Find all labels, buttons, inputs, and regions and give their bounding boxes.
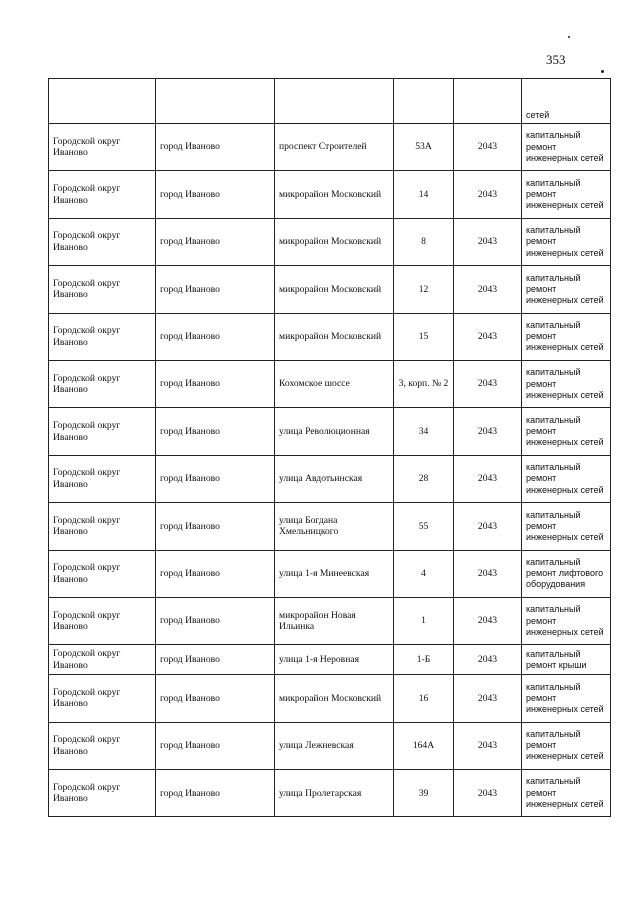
- page-number: 353: [546, 52, 566, 67]
- cell-work-type: капитальный ремонт лифтового оборудования: [522, 550, 611, 597]
- cell-year: 2043: [454, 313, 522, 360]
- table-row: [49, 722, 611, 769]
- cell-district: Городской округ Иваново: [49, 675, 156, 722]
- cell-street: Кохомское шоссе: [275, 360, 394, 407]
- cell-district: Городской округ Иваново: [49, 313, 156, 360]
- cell-street: улица Авдотьинская: [275, 455, 394, 502]
- cell-settlement: город Иваново: [156, 770, 275, 817]
- cell-year: 2043: [454, 550, 522, 597]
- cell-settlement: город Иваново: [156, 550, 275, 597]
- cell-settlement: город Иваново: [156, 266, 275, 313]
- table-row: [49, 770, 611, 817]
- table-row: [49, 455, 611, 502]
- cell-work-type: капитальный ремонт инженерных сетей: [522, 124, 611, 171]
- cell-work-type: капитальный ремонт инженерных сетей: [522, 171, 611, 218]
- cell-work-type: капитальный ремонт инженерных сетей: [522, 313, 611, 360]
- table-row: [49, 171, 611, 218]
- cell-year: 2043: [454, 722, 522, 769]
- cell-year: 2043: [454, 266, 522, 313]
- cell-work-type: капитальный ремонт крыши: [522, 645, 611, 675]
- cell-house: 55: [394, 503, 454, 550]
- cell-district: Городской округ Иваново: [49, 266, 156, 313]
- cell-year: 2043: [454, 770, 522, 817]
- cell-settlement: город Иваново: [156, 722, 275, 769]
- cell-street: улица 1-я Неровная: [275, 645, 394, 675]
- cell-district: Городской округ Иваново: [49, 408, 156, 455]
- cell-district: Городской округ Иваново: [49, 455, 156, 502]
- cell-house: 34: [394, 408, 454, 455]
- cell-year: 2043: [454, 455, 522, 502]
- cell-district: Городской округ Иваново: [49, 171, 156, 218]
- cell-house: 53А: [394, 124, 454, 171]
- cell-street: улица Богдана Хмельницкого: [275, 503, 394, 550]
- cell-year: 2043: [454, 675, 522, 722]
- cell-district: [49, 79, 156, 124]
- cell-work-type: капитальный ремонт инженерных сетей: [522, 675, 611, 722]
- cell-work-type: капитальный ремонт инженерных сетей: [522, 455, 611, 502]
- table-row: [49, 360, 611, 407]
- cell-house: 16: [394, 675, 454, 722]
- table-row: [49, 550, 611, 597]
- cell-house: 28: [394, 455, 454, 502]
- table-row: [49, 675, 611, 722]
- cell-settlement: город Иваново: [156, 408, 275, 455]
- cell-street: микрорайон Московский: [275, 266, 394, 313]
- cell-district: Городской округ Иваново: [49, 597, 156, 644]
- cell-house: 1-Б: [394, 645, 454, 675]
- cell-house: 164А: [394, 722, 454, 769]
- cell-settlement: город Иваново: [156, 313, 275, 360]
- cell-street: микрорайон Московский: [275, 675, 394, 722]
- cell-street: улица Пролетарская: [275, 770, 394, 817]
- cell-settlement: город Иваново: [156, 503, 275, 550]
- cell-year: 2043: [454, 218, 522, 265]
- cell-house: 14: [394, 171, 454, 218]
- cell-district: Городской округ Иваново: [49, 550, 156, 597]
- table-row: [49, 503, 611, 550]
- cell-house: 39: [394, 770, 454, 817]
- cell-settlement: город Иваново: [156, 171, 275, 218]
- cell-work-type: сетей: [522, 79, 611, 124]
- cell-year: 2043: [454, 645, 522, 675]
- cell-work-type: капитальный ремонт инженерных сетей: [522, 503, 611, 550]
- cell-street: проспект Строителей: [275, 124, 394, 171]
- cell-year: 2043: [454, 408, 522, 455]
- table-row-continuation: [49, 79, 611, 124]
- cell-settlement: [156, 79, 275, 124]
- cell-street: микрорайон Московский: [275, 218, 394, 265]
- cell-house: 1: [394, 597, 454, 644]
- cell-work-type: капитальный ремонт инженерных сетей: [522, 360, 611, 407]
- cell-street: [275, 79, 394, 124]
- cell-settlement: город Иваново: [156, 597, 275, 644]
- cell-street: улица Лежневская: [275, 722, 394, 769]
- cell-district: Городской округ Иваново: [49, 645, 156, 675]
- work-schedule-table: [48, 78, 611, 817]
- cell-district: Городской округ Иваново: [49, 218, 156, 265]
- cell-district: Городской округ Иваново: [49, 503, 156, 550]
- cell-work-type: капитальный ремонт инженерных сетей: [522, 597, 611, 644]
- cell-work-type: капитальный ремонт инженерных сетей: [522, 408, 611, 455]
- cell-house: 4: [394, 550, 454, 597]
- cell-house: 12: [394, 266, 454, 313]
- table-body: [49, 79, 611, 817]
- cell-settlement: город Иваново: [156, 645, 275, 675]
- cell-settlement: город Иваново: [156, 675, 275, 722]
- cell-settlement: город Иваново: [156, 218, 275, 265]
- cell-district: Городской округ Иваново: [49, 770, 156, 817]
- table-row: [49, 266, 611, 313]
- cell-house: 3, корп. № 2: [394, 360, 454, 407]
- cell-house: 8: [394, 218, 454, 265]
- cell-work-type: капитальный ремонт инженерных сетей: [522, 218, 611, 265]
- cell-street: микрорайон Московский: [275, 313, 394, 360]
- scan-speck: [601, 70, 604, 73]
- cell-year: 2043: [454, 503, 522, 550]
- table-row: [49, 218, 611, 265]
- cell-year: [454, 79, 522, 124]
- table-row: [49, 597, 611, 644]
- cell-work-type: капитальный ремонт инженерных сетей: [522, 770, 611, 817]
- table-row: [49, 645, 611, 675]
- cell-year: 2043: [454, 171, 522, 218]
- cell-street: микрорайон Московский: [275, 171, 394, 218]
- cell-street: микрорайон Новая Ильинка: [275, 597, 394, 644]
- cell-year: 2043: [454, 360, 522, 407]
- cell-house: 15: [394, 313, 454, 360]
- cell-settlement: город Иваново: [156, 360, 275, 407]
- cell-settlement: город Иваново: [156, 455, 275, 502]
- cell-street: улица Революционная: [275, 408, 394, 455]
- cell-work-type: капитальный ремонт инженерных сетей: [522, 722, 611, 769]
- cell-street: улица 1-я Минеевская: [275, 550, 394, 597]
- cell-house: [394, 79, 454, 124]
- cell-district: Городской округ Иваново: [49, 360, 156, 407]
- cell-year: 2043: [454, 124, 522, 171]
- cell-year: 2043: [454, 597, 522, 644]
- scan-speck: [568, 36, 570, 38]
- table-row: [49, 124, 611, 171]
- table-row: [49, 408, 611, 455]
- table-row: [49, 313, 611, 360]
- cell-work-type: капитальный ремонт инженерных сетей: [522, 266, 611, 313]
- cell-district: Городской округ Иваново: [49, 124, 156, 171]
- cell-settlement: город Иваново: [156, 124, 275, 171]
- cell-district: Городской округ Иваново: [49, 722, 156, 769]
